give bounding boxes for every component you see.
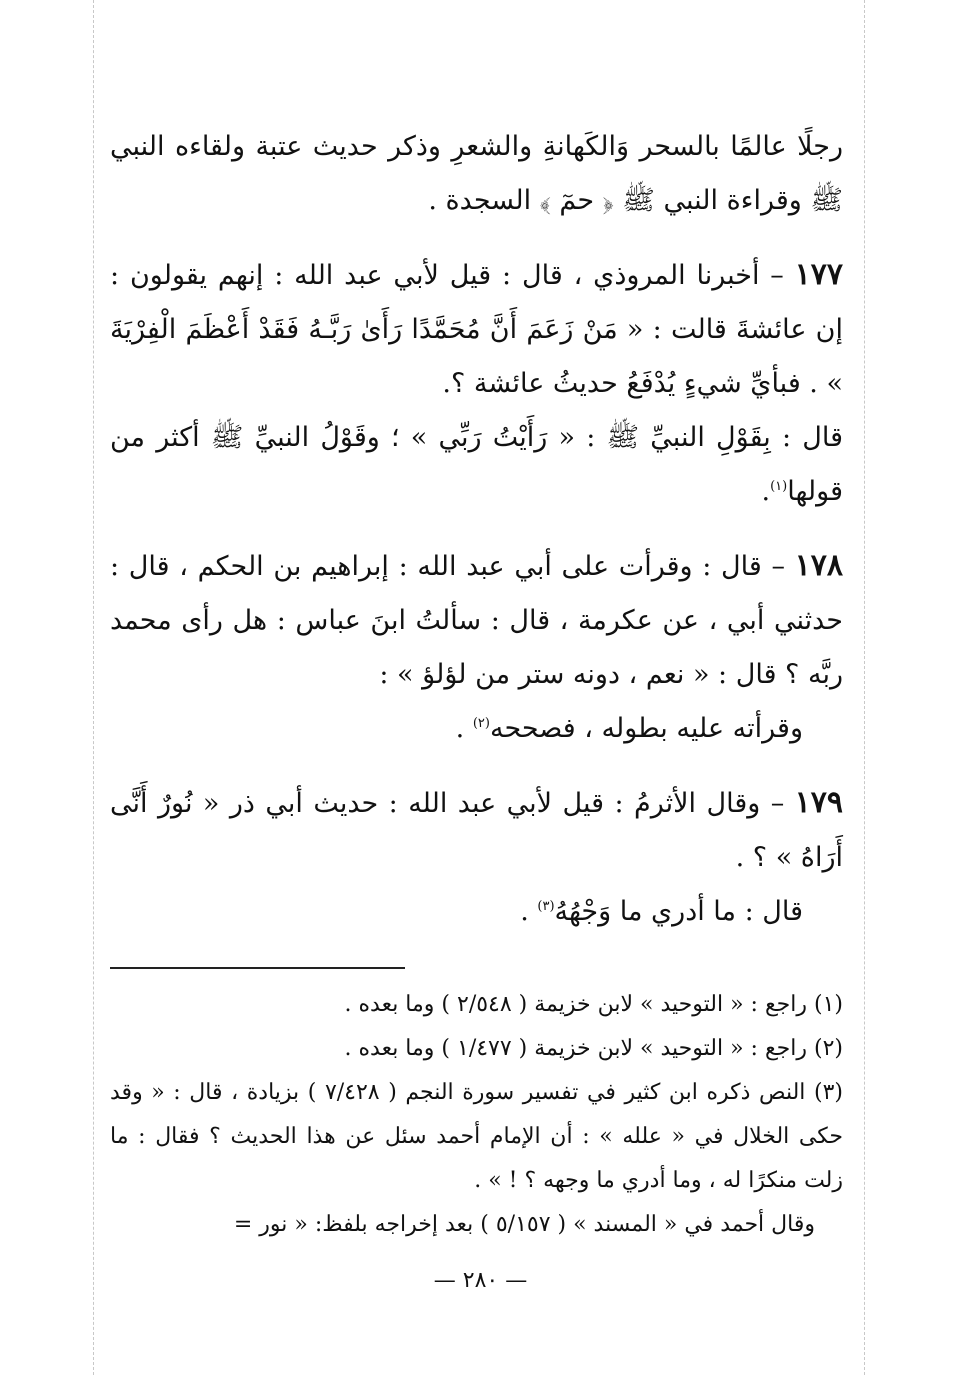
margin-guide-left (93, 0, 94, 1375)
footnote-ref-1: (١) (770, 479, 788, 494)
paragraph-end: . (761, 476, 771, 507)
footnote-separator-wrap (110, 967, 843, 969)
footnote-2: (٢) راجع : « التوحيد » لابن خزيمة ( ١/٤٧٧ ) وما بعده . (344, 1036, 843, 1061)
entry-177 (110, 248, 843, 411)
paragraph-text: قال : ما أدري ما وَجْهُهُ (554, 896, 803, 927)
entry-text: – أخبرنا المروذي ، قال : قيل لأبي عبد الله : إنهم يقولون : إن عائشةَ قالت : « مَنْ زَعَمَ أَنَّ مُحَمَّدًا رَأَىٰ رَبَّـهُ فَقَدْ أَعْظَمَ الْفِرْيَةَ » . فبأيِّ شيءٍ يُدْفَعُ حديثُ عائشة ؟. (110, 260, 843, 399)
paragraph-continuation (110, 120, 843, 228)
footnote-ref-2: (٢) (472, 716, 490, 731)
entry-178 (110, 539, 843, 702)
entry-text: – قال : وقرأت على أبي عبد الله : إبراهيم بن الحكم ، قال : حدثني أبي ، عن عكرمة ، قال : سألتُ ابنَ عباس : هل رأى محمد ربَّه ؟ قال : « نعم ، دونه ستر من لؤلؤ » : (110, 551, 843, 690)
page-body (110, 120, 843, 1247)
paragraph-answer-179 (110, 885, 843, 939)
page-number: — ٢٨٠ — (433, 1268, 528, 1293)
paragraph-reading-178 (110, 702, 843, 756)
footnote-ref-3: (٣) (537, 899, 555, 914)
footnote-3: (٣) النص ذكره ابن كثير في تفسير سورة النجم ( ٧/٤٢٨ ) بزيادة ، قال : « وقد حكى الخلال في « علله » : أن الإمام أحمد سئل عن هذا الحديث ؟ فقال : ما زلت منكرًا له ، وما أدري ما وجهه ؟ ! » . (110, 1080, 843, 1193)
entry-179 (110, 776, 843, 885)
paragraph-text: قال : بِقَوْلِ النبيِّ ﷺ : « رَأَيْتُ رَبِّي » ؛ وقَوْلُ النبيِّ ﷺ أكثر من قولها (110, 422, 843, 507)
footnote-1: (١) راجع : « التوحيد » لابن خزيمة ( ٢/٥٤٨ ) وما بعده . (344, 992, 843, 1017)
paragraph-end: . (455, 713, 473, 744)
margin-guide-right (864, 0, 865, 1375)
paragraph-text: رجلًا عالمًا بالسحر وَالكَهانةِ والشعرِ وذكر حديث عتبة ولقاءه النبي ﷺ وقراءة النبي ﷺ ﴿ حمٓ ﴾ السجدة . (110, 131, 843, 216)
entry-number: ١٧٧ (794, 257, 843, 292)
entry-number: ١٧٩ (794, 785, 843, 820)
entry-text: – وقال الأثرمُ : قيل لأبي عبد الله : حديث أبي ذر « نُورٌ أَنَّى أَرَاهُ » ؟ . (110, 788, 843, 873)
footnote-3-continued: وقال أحمد في « المسند » ( ٥/١٥٧ ) بعد إخراجه بلفظ: « نور = (233, 1212, 815, 1237)
paragraph-answer-177 (110, 411, 843, 519)
paragraph-end: . (520, 896, 538, 927)
footnotes (110, 983, 843, 1247)
footnote-separator (110, 967, 405, 969)
entry-number: ١٧٨ (794, 548, 843, 583)
paragraph-text: وقرأته عليه بطوله ، فصححه (489, 713, 803, 744)
